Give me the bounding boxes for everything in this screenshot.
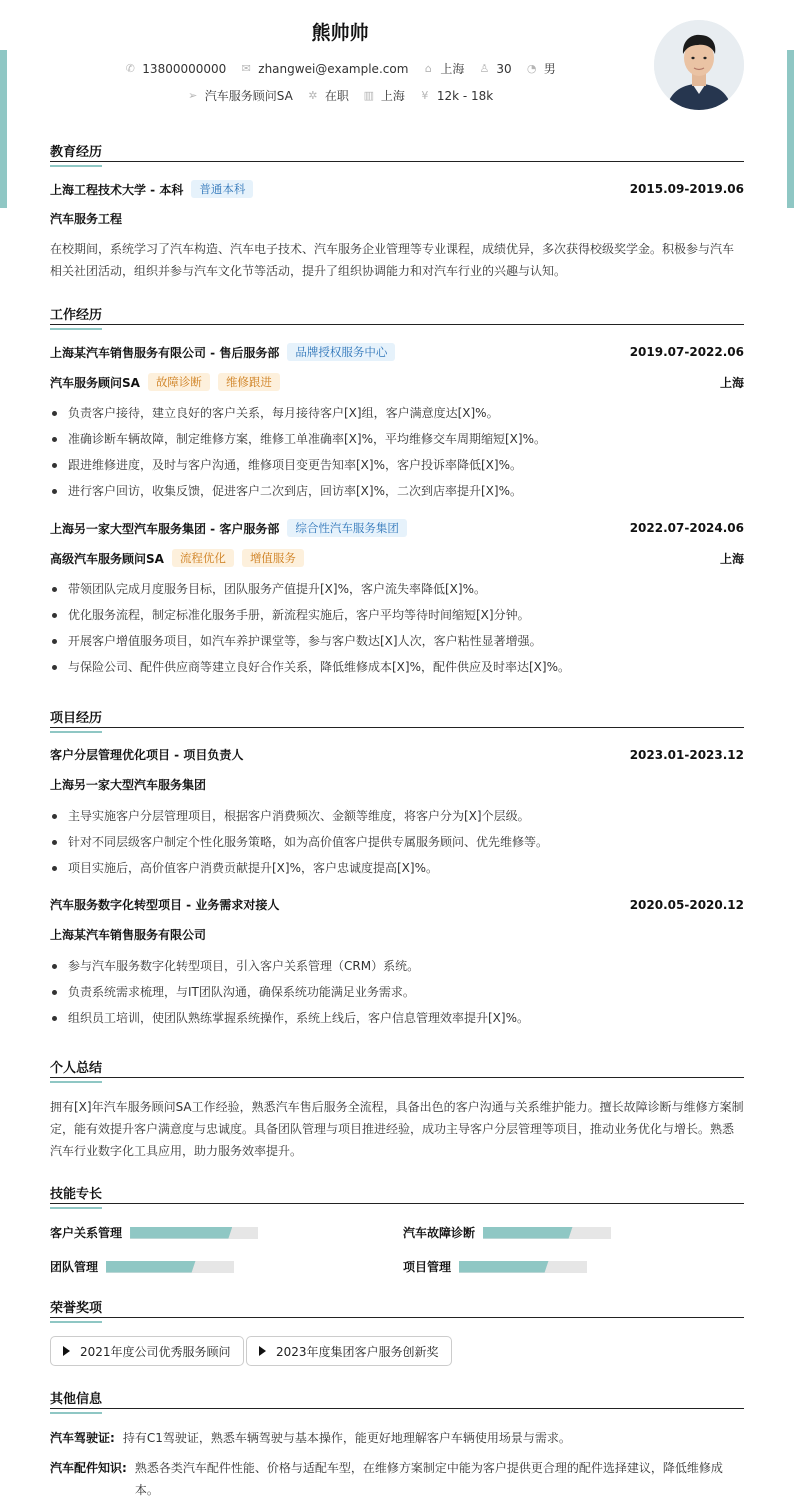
work-2-bullets — [50, 580, 744, 684]
list-item: 主导实施客户分层管理项目，根据客户消费频次、金额等维度，将客户分为[X]个层级。 — [50, 807, 744, 833]
project-name: 汽车服务数字化转型项目 - 业务需求对接人 — [50, 898, 280, 912]
list-item: 与保险公司、配件供应商等建立良好合作关系，降低维修成本[X]%，配件供应及时率达[X]%。 — [50, 658, 744, 684]
job-title: 汽车服务顾问SA — [50, 375, 140, 390]
section-label: 其他信息 — [50, 1388, 102, 1414]
section-divider — [50, 161, 744, 162]
list-item: 负责客户接待，建立良好的客户关系，每月接待客户[X]组，客户满意度达[X]%。 — [50, 404, 744, 430]
project-name: 客户分层管理优化项目 - 项目负责人 — [50, 748, 244, 762]
avatar-photo — [654, 20, 744, 110]
other-text: 熟悉各类汽车配件性能、价格与适配车型，在维修方案制定中能为客户提供更合理的配件选择建议，降低维修成本。 — [134, 1461, 723, 1497]
skill-item — [403, 1224, 611, 1241]
project-org: 上海某汽车销售服务有限公司 — [50, 928, 207, 942]
work-1-header — [50, 343, 744, 361]
education-description: 在校期间，系统学习了汽车构造、汽车电子技术、汽车服务企业管理等专业课程，成绩优异，多次获得校级奖学金。积极参与汽车相关社团活动，组织并参与汽车文化节等活动，提升了组织协调能力和对汽车行业的兴趣与认知。 — [50, 242, 735, 278]
major-row — [50, 210, 744, 227]
other-item — [50, 1457, 744, 1501]
section-divider — [50, 324, 744, 325]
section-title-work — [50, 304, 744, 325]
skill-name: 客户关系管理 — [50, 1226, 123, 1240]
list-item: 组织员工培训，使团队熟练掌握系统操作，系统上线后，客户信息管理效率提升[X]%。 — [50, 1009, 744, 1035]
other-text: 持有C1驾驶证，熟悉车辆驾驶与基本操作，能更好地理解客户车辆使用场景与需求。 — [122, 1431, 571, 1445]
skill-tag: 流程优化 — [172, 549, 234, 567]
skill-bar-fill — [459, 1261, 549, 1273]
work-1-bullets — [50, 404, 744, 508]
project-2-org — [50, 926, 744, 943]
skill-bar-fill — [106, 1261, 196, 1273]
skill-tag: 故障诊断 — [148, 373, 210, 391]
work-date: 2019.07-2022.06 — [629, 345, 744, 359]
section-label: 荣誉奖项 — [50, 1297, 102, 1323]
project-org: 上海另一家大型汽车服务集团 — [50, 778, 207, 792]
age-icon: ♙ — [479, 61, 490, 75]
location-text: 上海 — [440, 62, 465, 76]
skill-bar — [130, 1227, 258, 1239]
section-title-education — [50, 141, 744, 162]
home-icon: ⌂ — [424, 61, 432, 75]
status-item — [307, 87, 349, 104]
job-title: 高级汽车服务顾问SA — [50, 551, 164, 566]
phone-item — [124, 62, 226, 76]
location-item — [422, 60, 464, 77]
education-date: 2015.09-2019.06 — [629, 182, 744, 196]
candidate-name: 熊帅帅 — [311, 22, 369, 44]
section-divider — [50, 1408, 744, 1409]
award-badge — [246, 1336, 452, 1366]
phone-text: 13800000000 — [142, 61, 227, 76]
section-title-other — [50, 1388, 744, 1409]
project-1-header — [50, 746, 744, 763]
summary-text: 拥有[X]年汽车服务顾问SA工作经验，熟悉汽车售后服务全流程，具备出色的客户沟通与关系维护能力。擅长故障诊断与维修方案制定，能有效提升客户满意度与忠诚度。具备团队管理与项目推进经验，成功主导客户分层管理等项目，推动业务优化与增长。熟悉汽车行业数字化工具应用，助力服务效率提升。 — [50, 1100, 744, 1158]
salary-icon: ¥ — [421, 88, 429, 102]
salary-item — [419, 89, 493, 103]
section-label: 技能专长 — [50, 1183, 102, 1209]
gender-text: 男 — [543, 62, 556, 76]
list-item: 进行客户回访，收集反馈，促进客户二次到店，回访率[X]%，二次到店率提升[X]%。 — [50, 482, 744, 508]
section-divider — [50, 727, 744, 728]
list-item: 跟进维修进度，及时与客户沟通，维修项目变更告知率[X]%，客户投诉率降低[X]%。 — [50, 456, 744, 482]
salary-text: 12k - 18k — [436, 88, 494, 103]
city-text: 上海 — [380, 89, 405, 103]
project-1-bullets — [50, 807, 744, 885]
position-item — [187, 87, 293, 104]
status-icon: ✲ — [308, 88, 318, 102]
project-date: 2020.05-2020.12 — [629, 897, 744, 912]
skill-bar — [459, 1261, 587, 1273]
education-header — [50, 180, 744, 198]
award-badge — [50, 1336, 244, 1366]
age-item — [478, 62, 511, 76]
phone-icon: ✆ — [125, 61, 135, 75]
gender-item — [526, 60, 556, 77]
section-divider — [50, 1317, 744, 1318]
skill-item — [50, 1224, 258, 1241]
email-item — [240, 62, 408, 76]
work-date: 2022.07-2024.06 — [629, 521, 744, 535]
other-label: 汽车驾驶证: — [50, 1431, 115, 1445]
section-label: 教育经历 — [50, 141, 102, 167]
status-text: 在职 — [324, 89, 349, 103]
triangle-icon — [63, 1346, 70, 1356]
work-1-role — [50, 373, 744, 391]
age-text: 30 — [496, 61, 512, 76]
company-tag: 品牌授权服务中心 — [287, 343, 395, 361]
list-item: 优化服务流程，制定标准化服务手册，新流程实施后，客户平均等待时间缩短[X]分钟。 — [50, 606, 744, 632]
list-item: 参与汽车服务数字化转型项目，引入客户关系管理（CRM）系统。 — [50, 957, 744, 983]
school-name: 上海工程技术大学 - 本科 — [50, 182, 184, 197]
skill-bar — [483, 1227, 611, 1239]
project-date: 2023.01-2023.12 — [629, 747, 744, 762]
skill-tag: 维修跟进 — [218, 373, 280, 391]
list-item: 负责系统需求梳理，与IT团队沟通，确保系统功能满足业务需求。 — [50, 983, 744, 1009]
list-item: 项目实施后，高价值客户消费贡献提升[X]%，客户忠诚度提高[X]%。 — [50, 859, 744, 885]
mail-icon: ✉ — [241, 61, 251, 75]
section-label: 工作经历 — [50, 304, 102, 330]
skill-bar — [106, 1261, 234, 1273]
company-name: 上海某汽车销售服务有限公司 - 售后服务部 — [50, 345, 280, 360]
intent-row — [0, 87, 680, 104]
project-2-bullets — [50, 957, 744, 1035]
city-item — [363, 87, 405, 104]
skill-tag: 增值服务 — [242, 549, 304, 567]
project-1-org — [50, 776, 744, 793]
list-item: 开展客户增值服务项目，如汽车养护课堂等，参与客户数达[X]人次，客户粘性显著增强。 — [50, 632, 744, 658]
section-label: 个人总结 — [50, 1057, 102, 1083]
list-item: 针对不同层级客户制定个性化服务策略，如为高价值客户提供专属服务顾问、优先维修等。 — [50, 833, 744, 859]
send-icon: ➢ — [188, 88, 198, 102]
section-divider — [50, 1203, 744, 1204]
skill-bar-fill — [483, 1227, 573, 1239]
award-text: 2023年度集团客户服务创新奖 — [276, 1344, 439, 1359]
position-text: 汽车服务顾问SA — [204, 89, 293, 103]
section-title-skills — [50, 1183, 744, 1204]
section-title-projects — [50, 707, 744, 728]
major-name: 汽车服务工程 — [50, 212, 123, 226]
section-label: 项目经历 — [50, 707, 102, 733]
contact-row — [0, 60, 680, 77]
section-title-summary — [50, 1057, 744, 1078]
avatar — [654, 20, 744, 110]
skill-name: 团队管理 — [50, 1260, 99, 1274]
section-title-awards — [50, 1297, 744, 1318]
gender-icon: ◔ — [526, 61, 537, 75]
skill-item — [403, 1258, 587, 1275]
skill-name: 项目管理 — [403, 1260, 452, 1274]
project-2-header — [50, 896, 744, 913]
list-item: 准确诊断车辆故障，制定维修方案，维修工单准确率[X]%，平均维修交车周期缩短[X]%。 — [50, 430, 744, 456]
section-divider — [50, 1077, 744, 1078]
award-text: 2021年度公司优秀服务顾问 — [80, 1344, 231, 1359]
skill-item — [50, 1258, 234, 1275]
work-city: 上海 — [719, 375, 744, 390]
building-icon: ▥ — [363, 88, 375, 102]
right-accent-bar — [787, 50, 794, 208]
email-text: zhangwei@example.com — [258, 61, 409, 76]
triangle-icon — [259, 1346, 266, 1356]
work-2-role — [50, 549, 744, 567]
skill-bar-fill — [130, 1227, 232, 1239]
other-item — [50, 1427, 744, 1449]
school-tag: 普通本科 — [191, 180, 253, 198]
work-2-header — [50, 519, 744, 537]
company-tag: 综合性汽车服务集团 — [287, 519, 407, 537]
work-city: 上海 — [719, 551, 744, 566]
list-item: 带领团队完成月度服务目标，团队服务产值提升[X]%，客户流失率降低[X]%。 — [50, 580, 744, 606]
other-label: 汽车配件知识: — [50, 1461, 127, 1475]
skill-name: 汽车故障诊断 — [403, 1226, 476, 1240]
company-name: 上海另一家大型汽车服务集团 - 客户服务部 — [50, 521, 280, 536]
